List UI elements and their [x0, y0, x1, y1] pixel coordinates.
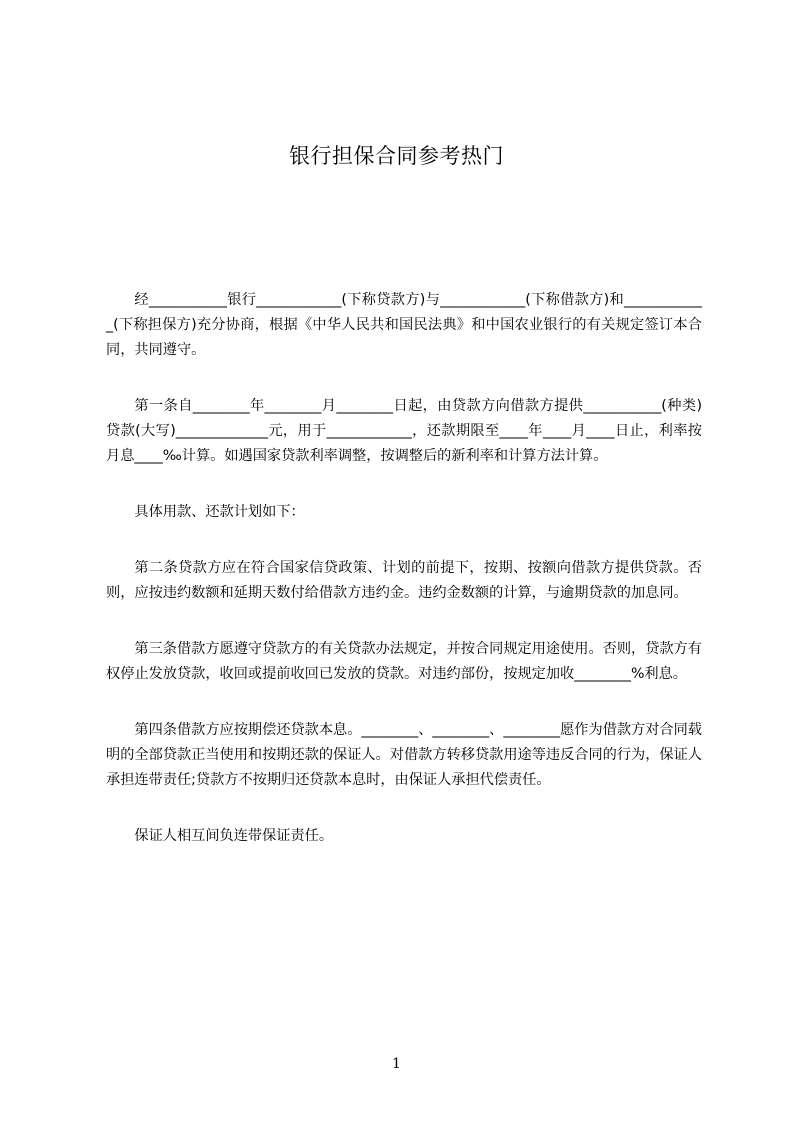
paragraph-guarantor-liability: 保证人相互间负连带保证责任。	[134, 828, 334, 844]
document-title: 银行担保合同参考热门	[289, 144, 504, 168]
paragraph-article-1: 第一条自________年________月________日起，由贷款方向借款方提供___________(种类)贷款(大写)_____________元，用于____________，还款期限至____年____月____日止，利率按月息____‰计算。如遇国家贷款利率调整，按调整后的新利率和计算方法计算。	[106, 398, 702, 464]
paragraph-article-4: 第四条借款方应按期偿还贷款本息。________、________、________愿作为借款方对合同载明的全部贷款正当使用和按期还款的保证人。对借款方转移贷款用途等违反合同的行为，保证人承担连带责任;贷款方不按期归还贷款本息时，由保证人承担代偿责任。	[106, 722, 702, 788]
paragraph-article-3: 第三条借款方愿遵守贷款方的有关贷款办法规定，并按合同规定用途使用。否则，贷款方有权停止发放贷款，收回或提前收回已发放的贷款。对违约部份，按规定加收________%利息。	[106, 641, 702, 682]
paragraph-repayment-plan: 具体用款、还款计划如下：	[134, 504, 305, 520]
paragraph-article-2: 第二条贷款方应在符合国家信贷政策、计划的前提下，按期、按额向借款方提供贷款。否则，应按违约数额和延期天数付给借款方违约金。违约金数额的计算，与逾期贷款的加息同。	[106, 560, 702, 601]
document-body	[106, 288, 702, 880]
page-number: 1	[392, 1056, 401, 1072]
paragraph-preamble: 经___________银行____________(下称贷款方)与____________(下称借款方)和____________(下称担保方)充分协商，根据《中华人民共和国民法典》和中国农业银行的有关规定签订本合同，共同遵守。	[106, 292, 702, 358]
